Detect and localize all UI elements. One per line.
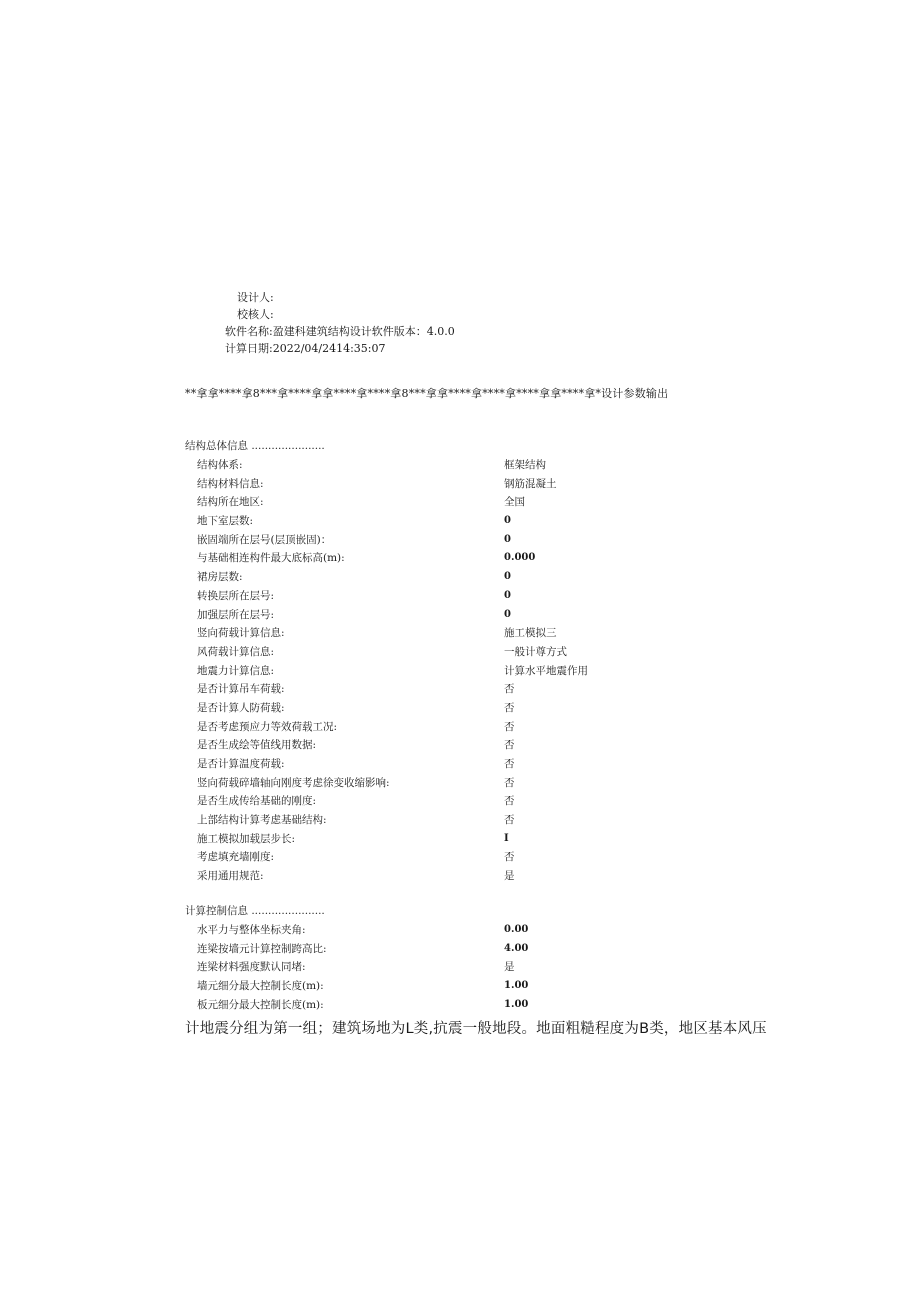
param-label: 墙元细分最大控制长度(m): — [197, 980, 324, 993]
param-value: 钢筋混凝土 — [504, 477, 557, 490]
param-row — [185, 699, 745, 718]
param-label: 连梁材料强度默认同堵: — [197, 961, 306, 974]
param-value: 否 — [504, 758, 515, 770]
param-label: 是否考虑预应力等效荷载工况: — [197, 720, 338, 733]
param-row — [185, 662, 745, 681]
param-row — [185, 867, 745, 886]
param-label: 地震力计算信息: — [197, 664, 275, 677]
param-value: 是 — [504, 870, 515, 883]
param-row — [185, 811, 745, 830]
param-value: 1.00 — [504, 980, 529, 992]
software-info: 软件名称:盈建科建筑结构设计软件版本：4.0.0 — [225, 325, 455, 338]
param-row — [185, 680, 745, 699]
checker-label: 校核人: — [237, 308, 274, 321]
param-label: 与基础相连构件最大底标高(m): — [197, 552, 345, 565]
param-row — [185, 774, 745, 793]
param-label: 施工模拟加载层步长: — [197, 832, 296, 845]
param-value: 4.00 — [504, 942, 529, 954]
param-label: 加强层所在层号: — [197, 608, 275, 621]
param-row — [185, 996, 745, 1015]
param-row — [185, 456, 745, 475]
param-row — [185, 921, 745, 940]
param-label: 地下室层数: — [197, 515, 254, 528]
param-value: 框架结构 — [504, 459, 546, 471]
param-label: 是否计算温度荷载: — [197, 758, 285, 770]
param-label: 水平力与整体坐标夹角: — [197, 924, 306, 936]
param-row — [185, 493, 745, 512]
param-label: 考虑填充墙刚度: — [197, 851, 275, 864]
param-value: I — [504, 832, 509, 844]
param-label: 结构体系: — [197, 459, 243, 471]
structure-info-title: 结构总体信息 ...................... — [185, 440, 325, 452]
param-label: 嵌固端所在层号(层顶嵌固)： — [197, 533, 332, 546]
param-value: 是 — [504, 961, 515, 974]
param-row — [185, 958, 745, 977]
param-label: 板元细分最大控制长度(m): — [197, 998, 324, 1011]
param-value: 否 — [504, 701, 515, 714]
param-value: 0 — [504, 533, 511, 545]
param-value: 1.00 — [504, 998, 529, 1010]
param-row — [185, 718, 745, 737]
calculation-date: 计算日期:2022/04/2414:35:07 — [225, 342, 386, 355]
designer-label: 设计人: — [237, 291, 274, 304]
param-value: 否 — [504, 683, 515, 696]
param-value: 0.000 — [504, 552, 536, 564]
param-value: 否 — [504, 739, 515, 752]
param-label: 是否计算人防荷载: — [197, 701, 285, 714]
param-row — [185, 830, 745, 849]
param-value: 否 — [504, 795, 515, 808]
param-row — [185, 606, 745, 625]
param-value: 0 — [504, 589, 511, 601]
param-value: 否 — [504, 720, 515, 733]
param-label: 竖向荷载计算信息: — [197, 627, 285, 640]
param-row — [185, 624, 745, 643]
param-label: 裙房层数: — [197, 571, 243, 584]
param-label: 是否计算吊车荷载: — [197, 683, 285, 696]
param-row — [185, 940, 745, 959]
param-value: 0 — [504, 608, 511, 620]
param-label: 结构所在地区: — [197, 496, 264, 509]
param-row — [185, 531, 745, 550]
footer-text: 计地震分组为第一组；建筑场地为L类,抗震一般地段。地面粗糙程度为B类，地区基本风压 — [185, 1021, 767, 1037]
section-separator: **拿拿****拿8***拿****拿拿****拿****拿8***拿拿****拿****拿****拿拿****拿*设计参数输出 — [185, 387, 669, 400]
param-value: 否 — [504, 814, 515, 827]
param-value: 施工模拟三 — [504, 627, 557, 640]
param-value: 一般计尊方式 — [504, 645, 567, 658]
param-label: 结构材料信息: — [197, 477, 264, 490]
param-label: 连梁按墙元计算控制跨高比: — [197, 942, 327, 955]
param-label: 转换层所在层号: — [197, 589, 275, 602]
param-row — [185, 792, 745, 811]
param-value: 计算水平地震作用 — [504, 664, 588, 677]
param-value: 否 — [504, 776, 515, 789]
param-value: 否 — [504, 851, 515, 864]
structure-info-section — [185, 437, 745, 886]
param-row — [185, 568, 745, 587]
param-label: 是否生成绘等值线用数据: — [197, 739, 317, 752]
param-row — [185, 736, 745, 755]
param-row — [185, 643, 745, 662]
param-row — [185, 475, 745, 494]
param-row — [185, 587, 745, 606]
param-label: 竖向荷载碎墙轴向刚度考虑徐变收缩影响: — [197, 776, 390, 789]
param-value: 0 — [504, 515, 511, 527]
control-info-section — [185, 902, 745, 1014]
param-row — [185, 848, 745, 867]
param-label: 风荷载计算信息: — [197, 645, 275, 658]
param-row — [185, 549, 745, 568]
param-value: 全国 — [504, 496, 525, 509]
param-row — [185, 755, 745, 774]
param-label: 上部结构计算考虑基础结构: — [197, 814, 327, 827]
param-row — [185, 512, 745, 531]
param-label: 是否生成传给基础的刚度: — [197, 795, 317, 808]
param-value: 0 — [504, 571, 511, 583]
control-info-title: 计算控制信息 ...................... — [185, 905, 325, 917]
param-row — [185, 977, 745, 996]
param-value: 0.00 — [504, 924, 529, 935]
param-label: 采用通用规范: — [197, 870, 264, 883]
